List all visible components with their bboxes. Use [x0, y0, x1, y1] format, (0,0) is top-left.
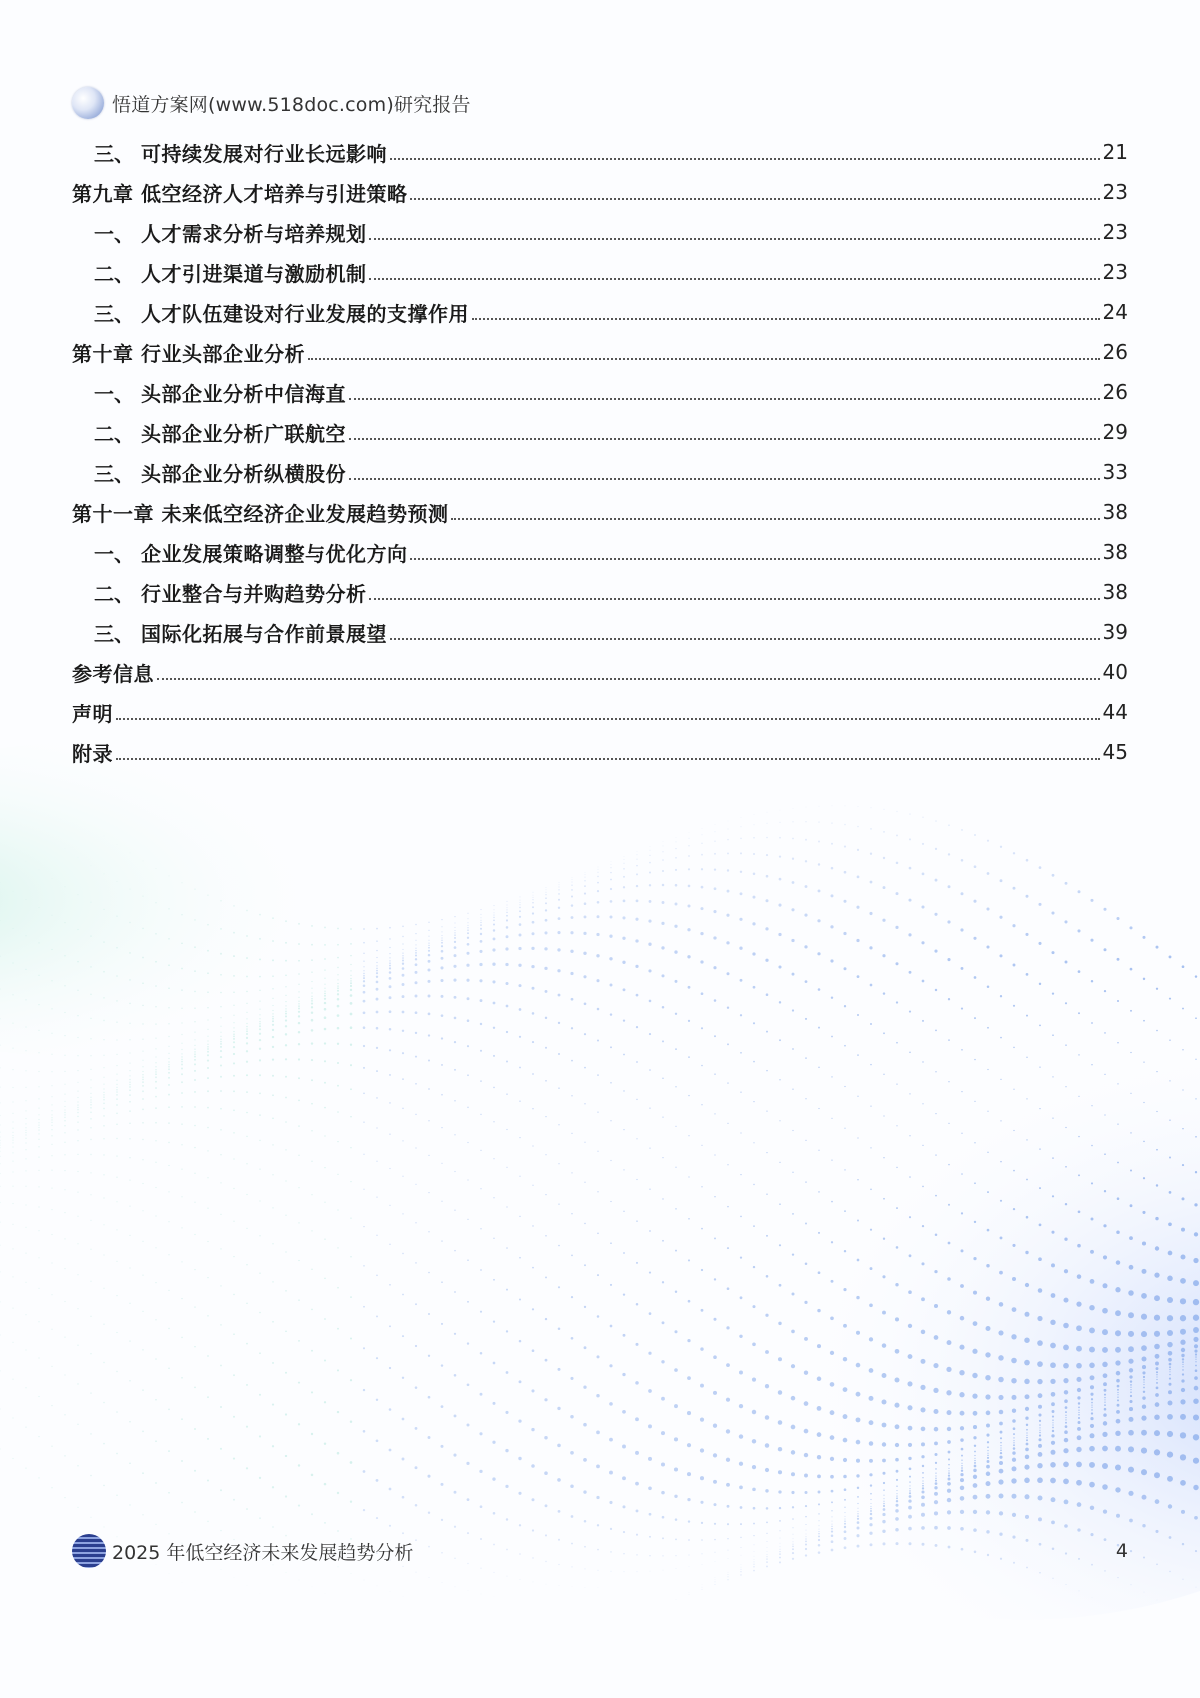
footer-title: 2025 年低空经济未来发展趋势分析 — [112, 1541, 414, 1564]
toc-dot-leader — [390, 158, 1100, 160]
toc-dot-leader — [451, 518, 1099, 520]
toc-entry[interactable] — [72, 732, 1128, 772]
toc-entry-page: 40 — [1102, 660, 1128, 684]
toc-dot-leader — [390, 638, 1100, 640]
striped-globe-icon — [72, 1534, 106, 1568]
toc-entry-page: 23 — [1102, 220, 1128, 244]
page-header — [72, 86, 471, 120]
toc-entry-title: 附录 — [72, 741, 113, 766]
toc-entry[interactable] — [72, 492, 1128, 532]
toc-entry-number: 三、 — [94, 621, 141, 646]
toc-entry[interactable] — [72, 572, 1128, 612]
toc-entry-title: 头部企业分析广联航空 — [140, 421, 346, 446]
toc-entry-title: 人才队伍建设对行业发展的支撑作用 — [140, 301, 469, 326]
toc-entry-title: 国际化拓展与合作前景展望 — [140, 621, 387, 646]
toc-entry-title: 头部企业分析纵横股份 — [140, 461, 346, 486]
toc-entry[interactable] — [72, 252, 1128, 292]
toc-entry[interactable] — [72, 292, 1128, 332]
toc-entry-page: 29 — [1102, 420, 1128, 444]
toc-entry-number: 二、 — [94, 261, 141, 286]
toc-entry-title: 可持续发展对行业长远影响 — [140, 141, 387, 166]
toc-entry-page: 33 — [1102, 460, 1128, 484]
toc-entry-page: 44 — [1102, 700, 1128, 724]
toc-entry-title: 第十一章 未来低空经济企业发展趋势预测 — [72, 501, 449, 526]
toc-entry[interactable] — [72, 612, 1128, 652]
toc-entry-title: 企业发展策略调整与优化方向 — [140, 541, 408, 566]
toc-dot-leader — [369, 278, 1099, 280]
toc-entry-page: 23 — [1102, 180, 1128, 204]
toc-entry-title: 第十章 行业头部企业分析 — [72, 341, 305, 366]
toc-entry[interactable] — [72, 452, 1128, 492]
toc-entry-number: 二、 — [94, 421, 141, 446]
toc-dot-leader — [116, 758, 1100, 760]
toc-entry-title: 人才引进渠道与激励机制 — [140, 261, 367, 286]
toc-entry-title: 声明 — [72, 701, 113, 726]
toc-dot-leader — [308, 358, 1100, 360]
toc-dot-leader — [349, 398, 1100, 400]
toc-entry-title: 参考信息 — [72, 661, 154, 686]
header-title: 悟道方案网(www.518doc.com)研究报告 — [112, 93, 471, 116]
toc-dot-leader — [157, 678, 1100, 680]
toc-entry-page: 26 — [1102, 340, 1128, 364]
toc-entry-page: 26 — [1102, 380, 1128, 404]
toc-entry-number: 一、 — [94, 221, 141, 246]
toc-entry-number: 三、 — [94, 301, 141, 326]
toc-entry-number: 三、 — [94, 141, 141, 166]
toc-dot-leader — [369, 598, 1099, 600]
toc-dot-leader — [410, 558, 1099, 560]
toc-dot-leader — [349, 478, 1100, 480]
toc-entry[interactable] — [72, 332, 1128, 372]
page-footer — [72, 1533, 1128, 1569]
toc-entry-page: 45 — [1102, 740, 1128, 764]
toc-entry-page: 38 — [1102, 500, 1128, 524]
toc-dot-leader — [349, 438, 1100, 440]
globe-logo-icon — [72, 87, 104, 119]
toc-entry-number: 一、 — [94, 381, 141, 406]
toc-entry-number: 三、 — [94, 461, 141, 486]
toc-entry-number: 一、 — [94, 541, 141, 566]
toc-entry-title: 人才需求分析与培养规划 — [140, 221, 367, 246]
toc-entry[interactable] — [72, 412, 1128, 452]
page-number: 4 — [1115, 1540, 1128, 1562]
toc-entry-page: 38 — [1102, 540, 1128, 564]
toc-entry-page: 21 — [1102, 140, 1128, 164]
toc-entry-title: 第九章 低空经济人才培养与引进策略 — [72, 181, 408, 206]
toc-entry-title: 行业整合与并购趋势分析 — [140, 581, 367, 606]
toc-entry-page: 39 — [1102, 620, 1128, 644]
toc-entry[interactable] — [72, 372, 1128, 412]
toc-dot-leader — [472, 318, 1100, 320]
toc-dot-leader — [410, 198, 1099, 200]
toc-entry[interactable] — [72, 692, 1128, 732]
toc-entry-number: 二、 — [94, 581, 141, 606]
toc-entry[interactable] — [72, 652, 1128, 692]
toc-dot-leader — [116, 718, 1100, 720]
toc-entry[interactable] — [72, 172, 1128, 212]
toc-dot-leader — [369, 238, 1099, 240]
toc-entry-page: 38 — [1102, 580, 1128, 604]
toc-entry[interactable] — [72, 132, 1128, 172]
toc-entry-title: 头部企业分析中信海直 — [140, 381, 346, 406]
toc-entry-page: 24 — [1102, 300, 1128, 324]
toc-entry[interactable] — [72, 212, 1128, 252]
table-of-contents — [72, 132, 1128, 772]
toc-entry-page: 23 — [1102, 260, 1128, 284]
toc-entry[interactable] — [72, 532, 1128, 572]
